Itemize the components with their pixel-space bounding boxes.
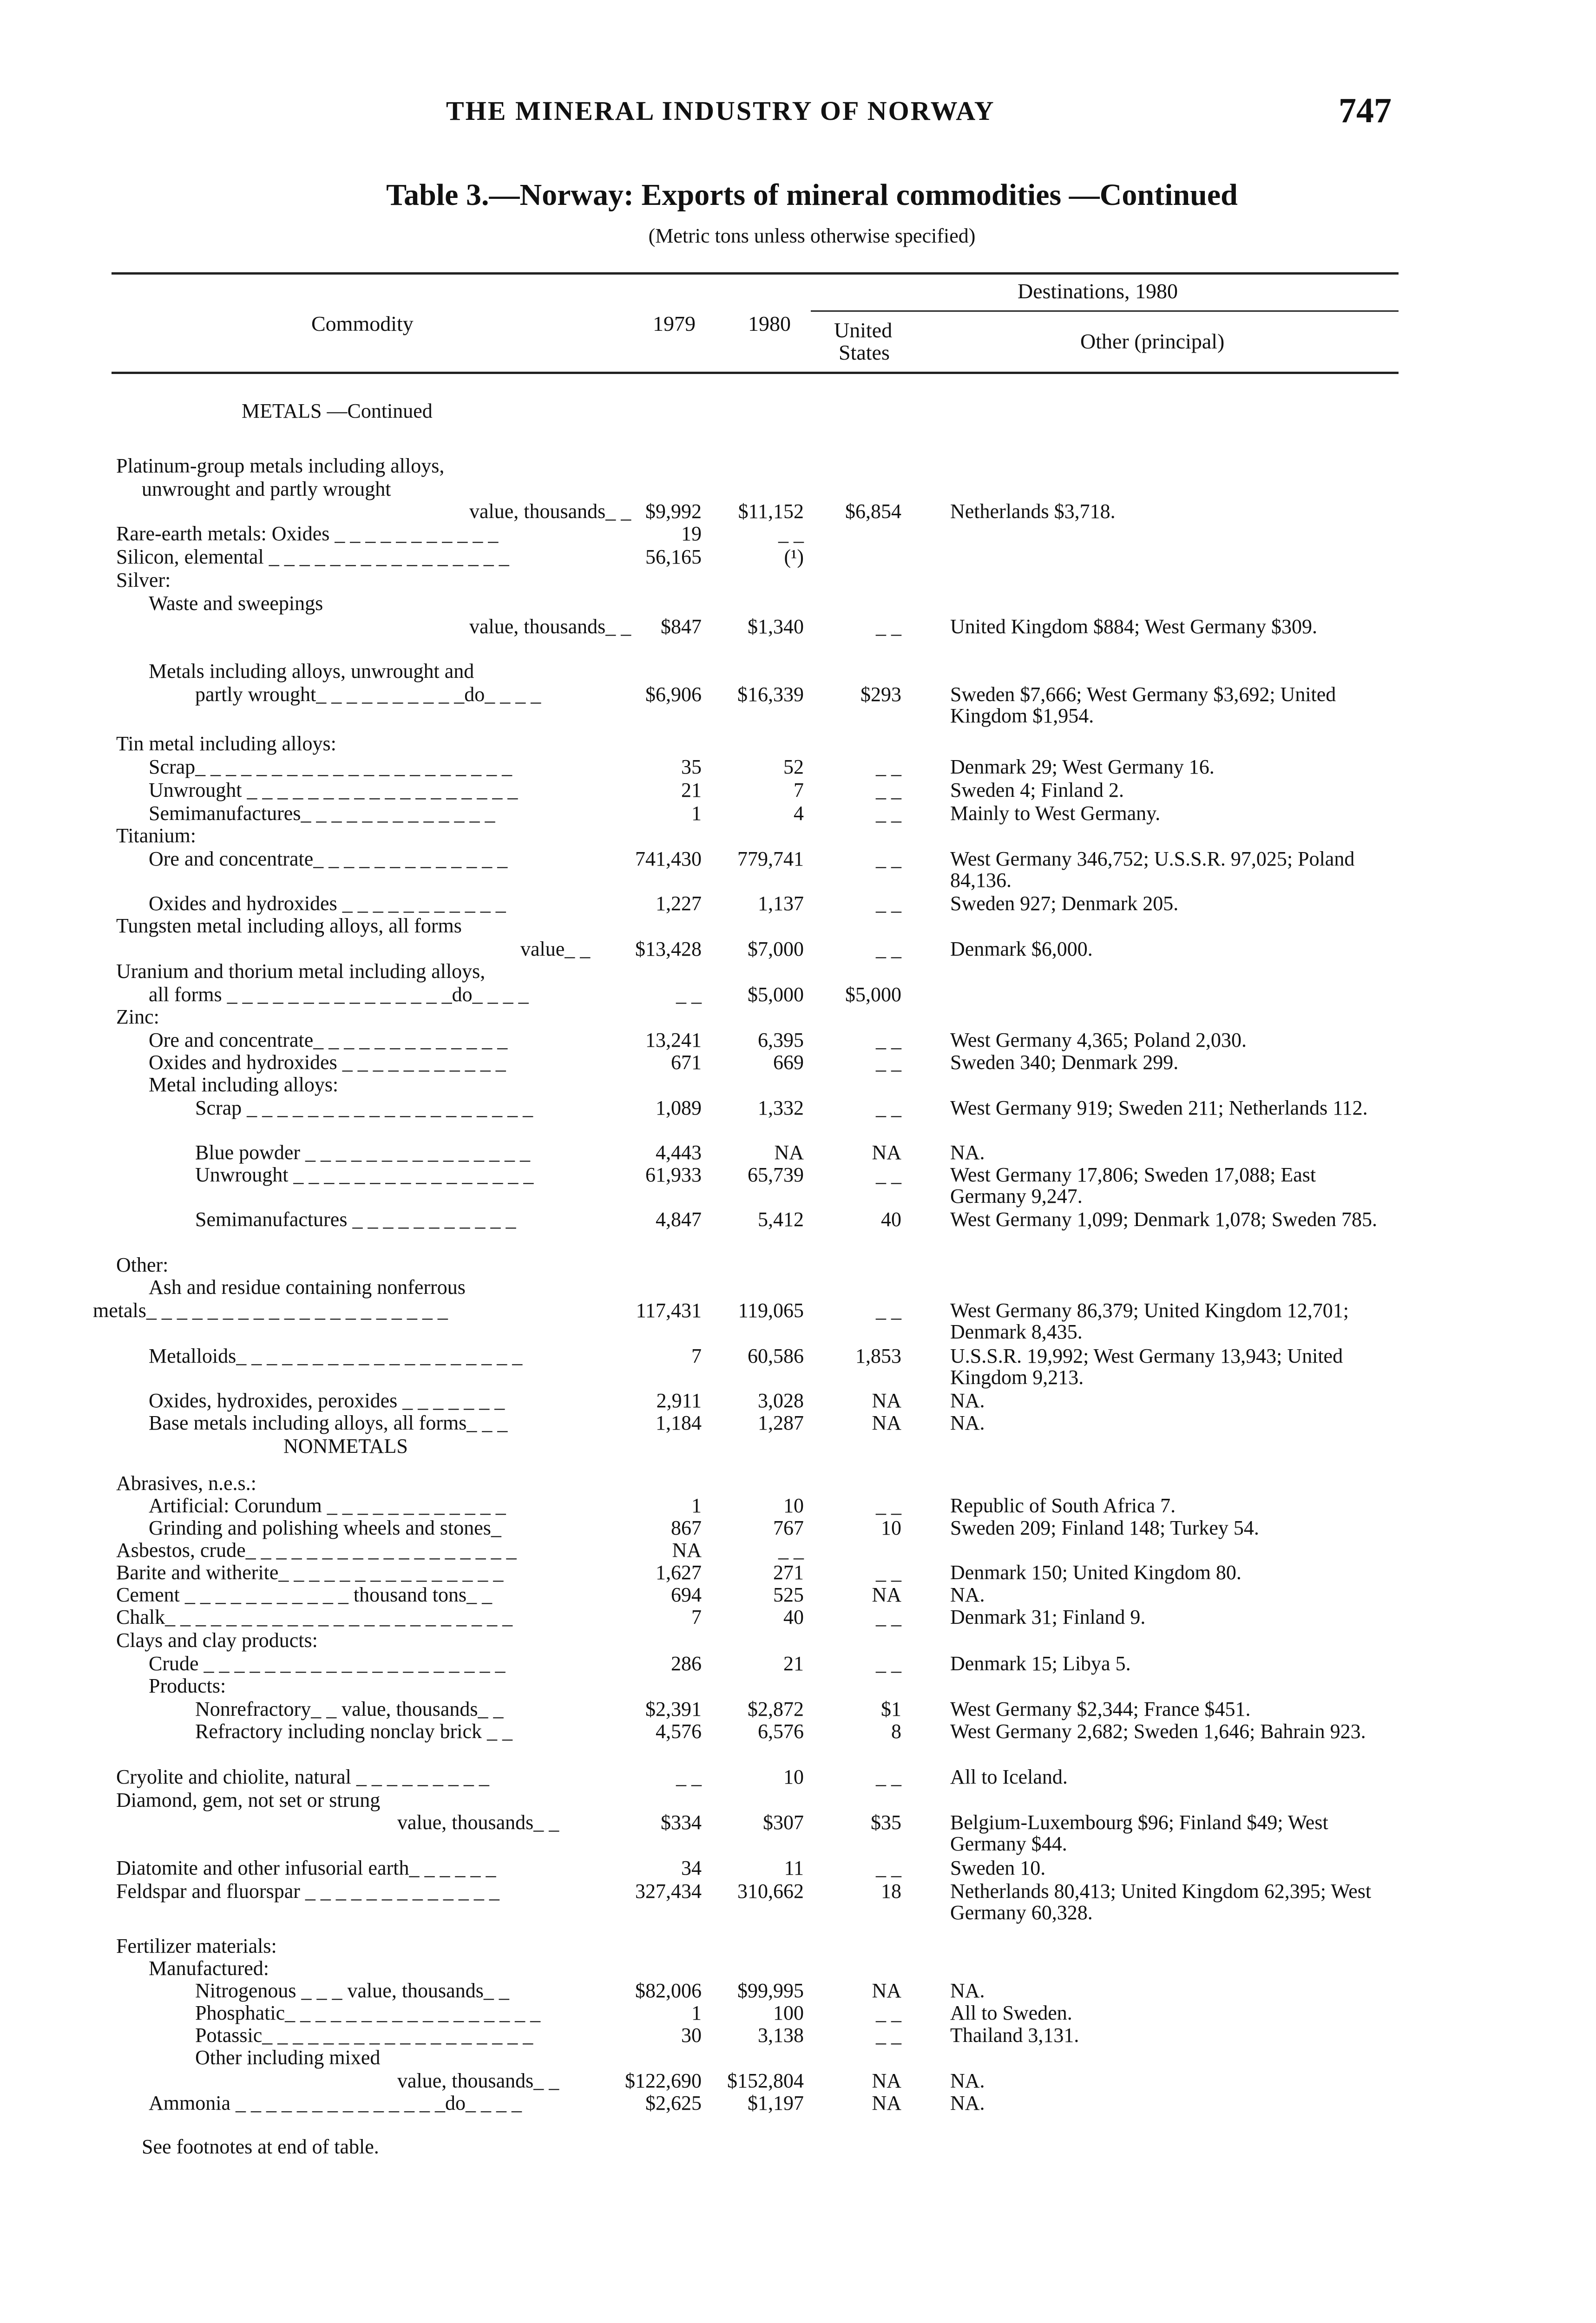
united-states-cell: NA	[872, 1389, 901, 1412]
commodity-cell: Rare-earth metals: Oxides _ _ _ _ _ _ _ _ _ _ _	[116, 522, 499, 545]
commodity-cell: METALS —Continued	[242, 400, 433, 422]
value-1979-cell: 7	[691, 1345, 702, 1367]
other-principal-cell: U.S.S.R. 19,992; West Germany 13,943; United Kingdom 9,213.	[950, 1345, 1343, 1389]
commodity-cell: value, thousands_ _	[469, 615, 631, 638]
other-principal-cell: Sweden $7,666; West Germany $3,692; United Kingdom $1,954.	[950, 683, 1336, 727]
commodity-cell: partly wrought_ _ _ _ _ _ _ _ _ _do_ _ _ _	[195, 683, 541, 706]
commodity-cell: Other:	[116, 1253, 169, 1276]
value-1979-cell: 1,627	[656, 1561, 702, 1584]
value-1980-cell: 1,332	[758, 1096, 804, 1119]
value-1980-cell: _ _	[778, 522, 804, 545]
value-1979-cell: $122,690	[625, 2069, 702, 2092]
united-states-cell: _ _	[876, 892, 901, 915]
united-states-cell: _ _	[876, 1096, 901, 1119]
value-1979-cell: $334	[661, 1811, 702, 1834]
commodity-cell: Titanium:	[116, 824, 196, 847]
commodity-cell: Oxides and hydroxides _ _ _ _ _ _ _ _ _ _ _	[149, 892, 506, 915]
united-states-cell: 10	[881, 1516, 901, 1539]
value-1979-cell: 4,576	[656, 1720, 702, 1743]
value-1980-cell: 119,065	[738, 1299, 804, 1322]
commodity-cell: value, thousands_ _	[397, 1811, 559, 1834]
value-1980-cell: 10	[783, 1494, 804, 1517]
value-1979-cell: NA	[672, 1539, 702, 1562]
value-1980-cell: 310,662	[737, 1880, 804, 1903]
value-1979-cell: $847	[661, 615, 702, 638]
commodity-cell: Ammonia _ _ _ _ _ _ _ _ _ _ _ _ _ _do_ _ _ _	[149, 2092, 522, 2114]
value-1980-cell: 779,741	[737, 847, 804, 870]
other-principal-cell: Netherlands 80,413; United Kingdom 62,395; West Germany 60,328.	[950, 1880, 1372, 1924]
other-principal-cell: West Germany 4,365; Poland 2,030.	[950, 1029, 1247, 1051]
other-principal-cell: Netherlands $3,718.	[950, 500, 1116, 523]
commodity-cell: Tin metal including alloys:	[116, 732, 336, 755]
value-1979-cell: 1	[691, 802, 702, 825]
header-1979: 1979	[653, 312, 696, 335]
value-1979-cell: $6,906	[645, 683, 702, 706]
value-1980-cell: 40	[783, 1606, 804, 1628]
value-1980-cell: 6,395	[758, 1029, 804, 1051]
value-1980-cell: 271	[773, 1561, 804, 1584]
united-states-cell: NA	[872, 1979, 901, 2002]
commodity-cell: Crude _ _ _ _ _ _ _ _ _ _ _ _ _ _ _ _ _ _ _ _	[149, 1652, 506, 1675]
commodity-cell: Oxides, hydroxides, peroxides _ _ _ _ _ _ _	[149, 1389, 505, 1412]
united-states-cell: _ _	[876, 779, 901, 801]
commodity-cell: Metals including alloys, unwrought and	[149, 660, 474, 682]
commodity-cell: Manufactured:	[149, 1957, 269, 1980]
other-principal-cell: West Germany 17,806; Sweden 17,088; East Germany 9,247.	[950, 1163, 1316, 1207]
commodity-cell: Phosphatic_ _ _ _ _ _ _ _ _ _ _ _ _ _ _ _ _	[195, 2001, 541, 2024]
value-1979-cell: 34	[681, 1857, 702, 1879]
value-1979-cell: 35	[681, 755, 702, 778]
other-principal-cell: NA.	[950, 1389, 985, 1412]
commodity-cell: Waste and sweepings	[149, 592, 323, 615]
united-states-cell: _ _	[876, 1299, 901, 1322]
value-1980-cell: 767	[773, 1516, 804, 1539]
commodity-cell: all forms _ _ _ _ _ _ _ _ _ _ _ _ _ _ _do_ _ _ _	[149, 983, 529, 1006]
other-principal-cell: Mainly to West Germany.	[950, 802, 1161, 825]
value-1980-cell: 6,576	[758, 1720, 804, 1743]
value-1979-cell: 1,089	[656, 1096, 702, 1119]
value-1979-cell: 741,430	[635, 847, 702, 870]
united-states-cell: _ _	[876, 1029, 901, 1051]
value-1980-cell: 10	[783, 1765, 804, 1788]
value-1979-cell: 327,434	[635, 1880, 702, 1903]
commodity-cell: Refractory including nonclay brick _ _	[195, 1720, 513, 1743]
value-1980-cell: $99,995	[737, 1979, 804, 2002]
commodity-cell: Other including mixed	[195, 2046, 381, 2069]
other-principal-cell: Thailand 3,131.	[950, 2024, 1079, 2047]
commodity-cell: Silver:	[116, 569, 171, 591]
united-states-cell: _ _	[876, 938, 901, 960]
united-states-cell: 40	[881, 1208, 901, 1231]
united-states-cell: _ _	[876, 802, 901, 825]
commodity-cell: Ore and concentrate_ _ _ _ _ _ _ _ _ _ _ _ _	[149, 1029, 508, 1051]
commodity-cell: Abrasives, n.e.s.:	[116, 1472, 256, 1495]
united-states-cell: _ _	[876, 2024, 901, 2047]
united-states-cell: _ _	[876, 2001, 901, 2024]
value-1980-cell: (¹)	[784, 545, 804, 568]
running-head: THE MINERAL INDUSTRY OF NORWAY	[446, 96, 995, 126]
commodity-cell: value_ _	[520, 938, 591, 960]
other-principal-cell: NA.	[950, 1141, 985, 1164]
united-states-cell: NA	[872, 2092, 901, 2114]
value-1980-cell: 100	[773, 2001, 804, 2024]
other-principal-cell: West Germany 919; Sweden 211; Netherlands 112.	[950, 1096, 1368, 1119]
value-1979-cell: 4,443	[656, 1141, 702, 1164]
commodity-cell: Products:	[149, 1674, 226, 1697]
value-1980-cell: $1,340	[748, 615, 804, 638]
header-commodity: Commodity	[311, 312, 414, 335]
united-states-cell: _ _	[876, 1606, 901, 1628]
commodity-cell: Unwrought _ _ _ _ _ _ _ _ _ _ _ _ _ _ _ _	[195, 1163, 534, 1186]
commodity-cell: Semimanufactures _ _ _ _ _ _ _ _ _ _ _	[195, 1208, 516, 1231]
other-principal-cell: All to Iceland.	[950, 1765, 1068, 1788]
value-1980-cell: 1,287	[758, 1411, 804, 1434]
commodity-cell: Fertilizer materials:	[116, 1935, 277, 1957]
commodity-cell: Asbestos, crude_ _ _ _ _ _ _ _ _ _ _ _ _ _ _ _ _ _	[116, 1539, 517, 1562]
united-states-cell: NA	[872, 2069, 901, 2092]
value-1980-cell: 11	[784, 1857, 804, 1879]
value-1979-cell: 867	[671, 1516, 702, 1539]
united-states-cell: _ _	[876, 615, 901, 638]
value-1980-cell: $307	[763, 1811, 804, 1834]
other-principal-cell: NA.	[950, 1411, 985, 1434]
value-1979-cell: 56,165	[645, 545, 702, 568]
table-title: Table 3.—Norway: Exports of mineral commodities —Continued	[386, 178, 1238, 212]
value-1979-cell: 13,241	[645, 1029, 702, 1051]
value-1979-cell: $2,625	[645, 2092, 702, 2114]
united-states-cell: _ _	[876, 1163, 901, 1186]
other-principal-cell: NA.	[950, 1979, 985, 2002]
value-1979-cell: 286	[671, 1652, 702, 1675]
commodity-cell: Nonrefractory_ _ value, thousands_ _	[195, 1698, 504, 1720]
value-1979-cell: 61,933	[645, 1163, 702, 1186]
commodity-cell: value, thousands_ _	[397, 2069, 559, 2092]
other-principal-cell: Sweden 340; Denmark 299.	[950, 1051, 1179, 1074]
other-principal-cell: West Germany 86,379; United Kingdom 12,701; Denmark 8,435.	[950, 1299, 1349, 1343]
commodity-cell: Artificial: Corundum _ _ _ _ _ _ _ _ _ _ _ _	[149, 1494, 506, 1517]
commodity-cell: Cryolite and chiolite, natural _ _ _ _ _ _ _ _ _	[116, 1765, 489, 1788]
other-principal-cell: Denmark $6,000.	[950, 938, 1093, 960]
value-1979-cell: 694	[671, 1583, 702, 1606]
value-1979-cell: 21	[681, 779, 702, 801]
value-1979-cell: 671	[671, 1051, 702, 1074]
value-1980-cell: 669	[773, 1051, 804, 1074]
commodity-cell: Ore and concentrate_ _ _ _ _ _ _ _ _ _ _ _ _	[149, 847, 508, 870]
united-states-cell: _ _	[876, 1765, 901, 1788]
united-states-cell: _ _	[876, 1652, 901, 1675]
value-1979-cell: 1	[691, 2001, 702, 2024]
value-1979-cell: 117,431	[636, 1299, 702, 1322]
united-states-cell: 1,853	[855, 1345, 901, 1367]
other-principal-cell: West Germany 2,682; Sweden 1,646; Bahrain 923.	[950, 1720, 1366, 1743]
commodity-cell: Scrap_ _ _ _ _ _ _ _ _ _ _ _ _ _ _ _ _ _ _ _ _	[149, 755, 512, 778]
commodity-cell: Grinding and polishing wheels and stones_	[149, 1516, 501, 1539]
commodity-cell: Metalloids_ _ _ _ _ _ _ _ _ _ _ _ _ _ _ _ _ _ _	[149, 1345, 523, 1367]
commodity-cell: Clays and clay products:	[116, 1629, 318, 1652]
value-1979-cell: 1,184	[656, 1411, 702, 1434]
other-principal-cell: NA.	[950, 2092, 985, 2114]
value-1980-cell: $7,000	[748, 938, 804, 960]
other-principal-cell: Sweden 209; Finland 148; Turkey 54.	[950, 1516, 1259, 1539]
value-1980-cell: $11,152	[738, 500, 804, 523]
value-1979-cell: 19	[681, 522, 702, 545]
united-states-cell: $35	[871, 1811, 901, 1834]
header-destinations: Destinations, 1980	[1018, 279, 1178, 303]
commodity-cell: NONMETALS	[283, 1435, 408, 1457]
header-united: United	[834, 318, 893, 342]
value-1980-cell: 52	[783, 755, 804, 778]
other-principal-cell: West Germany 1,099; Denmark 1,078; Sweden 785.	[950, 1208, 1378, 1231]
commodity-cell: Oxides and hydroxides _ _ _ _ _ _ _ _ _ _ _	[149, 1051, 506, 1074]
commodity-cell: Potassic_ _ _ _ _ _ _ _ _ _ _ _ _ _ _ _ _ _	[195, 2024, 533, 2047]
value-1980-cell: 21	[783, 1652, 804, 1675]
united-states-cell: _ _	[876, 755, 901, 778]
united-states-cell: $1	[881, 1698, 901, 1720]
other-principal-cell: West Germany $2,344; France $451.	[950, 1698, 1251, 1720]
commodity-cell: Nitrogenous _ _ _ value, thousands_ _	[195, 1979, 509, 2002]
table-subtitle: (Metric tons unless otherwise specified)	[648, 224, 976, 247]
other-principal-cell: United Kingdom $884; West Germany $309.	[950, 615, 1318, 638]
other-principal-cell: NA.	[950, 2069, 985, 2092]
value-1979-cell: $82,006	[635, 1979, 702, 2002]
commodity-cell: Platinum-group metals including alloys,	[116, 454, 445, 477]
commodity-cell: Chalk_ _ _ _ _ _ _ _ _ _ _ _ _ _ _ _ _ _ _ _ _ _ _	[116, 1606, 513, 1628]
commodity-cell: Tungsten metal including alloys, all forms	[116, 914, 462, 937]
other-principal-cell: Sweden 927; Denmark 205.	[950, 892, 1179, 915]
united-states-cell: _ _	[876, 1494, 901, 1517]
header-other-principal: Other (principal)	[1080, 329, 1225, 353]
value-1980-cell: 7	[794, 779, 804, 801]
value-1980-cell: 65,739	[748, 1163, 804, 1186]
other-principal-cell: Denmark 31; Finland 9.	[950, 1606, 1146, 1628]
value-1980-cell: 5,412	[758, 1208, 804, 1231]
commodity-cell: unwrought and partly wrought	[142, 478, 391, 500]
value-1979-cell: $9,992	[645, 500, 702, 523]
united-states-cell: _ _	[876, 1561, 901, 1584]
value-1979-cell: 1,227	[656, 892, 702, 915]
commodity-cell: Cement _ _ _ _ _ _ _ _ _ _ _ thousand tons_ _	[116, 1583, 493, 1606]
value-1980-cell: _ _	[778, 1539, 804, 1562]
value-1979-cell: 2,911	[656, 1389, 702, 1412]
commodity-cell: Zinc:	[116, 1005, 159, 1028]
other-principal-cell: Sweden 4; Finland 2.	[950, 779, 1124, 801]
value-1980-cell: 4	[794, 802, 804, 825]
value-1980-cell: $5,000	[748, 983, 804, 1006]
united-states-cell: NA	[872, 1583, 901, 1606]
value-1979-cell: 4,847	[656, 1208, 702, 1231]
value-1980-cell: $16,339	[737, 683, 804, 706]
value-1980-cell: 1,137	[758, 892, 804, 915]
value-1979-cell: 7	[691, 1606, 702, 1628]
united-states-cell: 8	[891, 1720, 901, 1743]
other-principal-cell: All to Sweden.	[950, 2001, 1072, 2024]
commodity-cell: Uranium and thorium metal including alloys,	[116, 960, 486, 983]
value-1980-cell: 525	[773, 1583, 804, 1606]
commodity-cell: metals_ _ _ _ _ _ _ _ _ _ _ _ _ _ _ _ _ _ _ _	[93, 1299, 448, 1322]
commodity-cell: Diamond, gem, not set or strung	[116, 1789, 381, 1811]
commodity-cell: Ash and residue containing nonferrous	[149, 1276, 466, 1299]
value-1980-cell: NA	[774, 1141, 804, 1164]
other-principal-cell: Denmark 150; United Kingdom 80.	[950, 1561, 1241, 1584]
united-states-cell: $293	[860, 683, 901, 706]
value-1979-cell: 30	[681, 2024, 702, 2047]
header-1980: 1980	[748, 312, 791, 335]
commodity-cell: Semimanufactures_ _ _ _ _ _ _ _ _ _ _ _ _	[149, 802, 495, 825]
commodity-cell: Base metals including alloys, all forms_ _ _	[149, 1411, 508, 1434]
value-1980-cell: 60,586	[748, 1345, 804, 1367]
commodity-cell: Scrap _ _ _ _ _ _ _ _ _ _ _ _ _ _ _ _ _ _ _	[195, 1096, 533, 1119]
other-principal-cell: Belgium-Luxembourg $96; Finland $49; West Germany $44.	[950, 1811, 1328, 1855]
united-states-cell: _ _	[876, 847, 901, 870]
commodity-cell: Silicon, elemental _ _ _ _ _ _ _ _ _ _ _ _ _ _ _ _	[116, 545, 509, 568]
commodity-cell: Diatomite and other infusorial earth_ _ _ _ _ _	[116, 1857, 496, 1879]
value-1979-cell: 1	[691, 1494, 702, 1517]
value-1980-cell: $152,804	[727, 2069, 804, 2092]
page-number: 747	[1339, 91, 1392, 130]
footnote: See footnotes at end of table.	[142, 2135, 379, 2158]
value-1979-cell: _ _	[676, 983, 702, 1006]
value-1980-cell: $1,197	[748, 2092, 804, 2114]
united-states-cell: $5,000	[845, 983, 901, 1006]
united-states-cell: $6,854	[845, 500, 901, 523]
commodity-cell: Barite and witherite_ _ _ _ _ _ _ _ _ _ _ _ _ _ _	[116, 1561, 504, 1584]
united-states-cell: _ _	[876, 1857, 901, 1879]
commodity-cell: value, thousands_ _	[469, 500, 631, 523]
other-principal-cell: Republic of South Africa 7.	[950, 1494, 1176, 1517]
header-states: States	[839, 341, 890, 364]
value-1980-cell: $2,872	[748, 1698, 804, 1720]
value-1979-cell: $2,391	[645, 1698, 702, 1720]
united-states-cell: _ _	[876, 1051, 901, 1074]
other-principal-cell: West Germany 346,752; U.S.S.R. 97,025; Poland 84,136.	[950, 847, 1355, 892]
commodity-cell: Unwrought _ _ _ _ _ _ _ _ _ _ _ _ _ _ _ _ _ _	[149, 779, 518, 801]
commodity-cell: Feldspar and fluorspar _ _ _ _ _ _ _ _ _ _ _ _ _	[116, 1880, 499, 1903]
value-1979-cell: $13,428	[635, 938, 702, 960]
other-principal-cell: Denmark 29; West Germany 16.	[950, 755, 1215, 778]
commodity-cell: Blue powder _ _ _ _ _ _ _ _ _ _ _ _ _ _ _	[195, 1141, 531, 1164]
united-states-cell: 18	[881, 1880, 901, 1903]
value-1979-cell: _ _	[676, 1765, 702, 1788]
value-1980-cell: 3,028	[758, 1389, 804, 1412]
commodity-cell: Metal including alloys:	[149, 1073, 339, 1096]
other-principal-cell: Sweden 10.	[950, 1857, 1046, 1879]
other-principal-cell: NA.	[950, 1583, 985, 1606]
united-states-cell: NA	[872, 1411, 901, 1434]
value-1980-cell: 3,138	[758, 2024, 804, 2047]
other-principal-cell: Denmark 15; Libya 5.	[950, 1652, 1131, 1675]
united-states-cell: NA	[872, 1141, 901, 1164]
